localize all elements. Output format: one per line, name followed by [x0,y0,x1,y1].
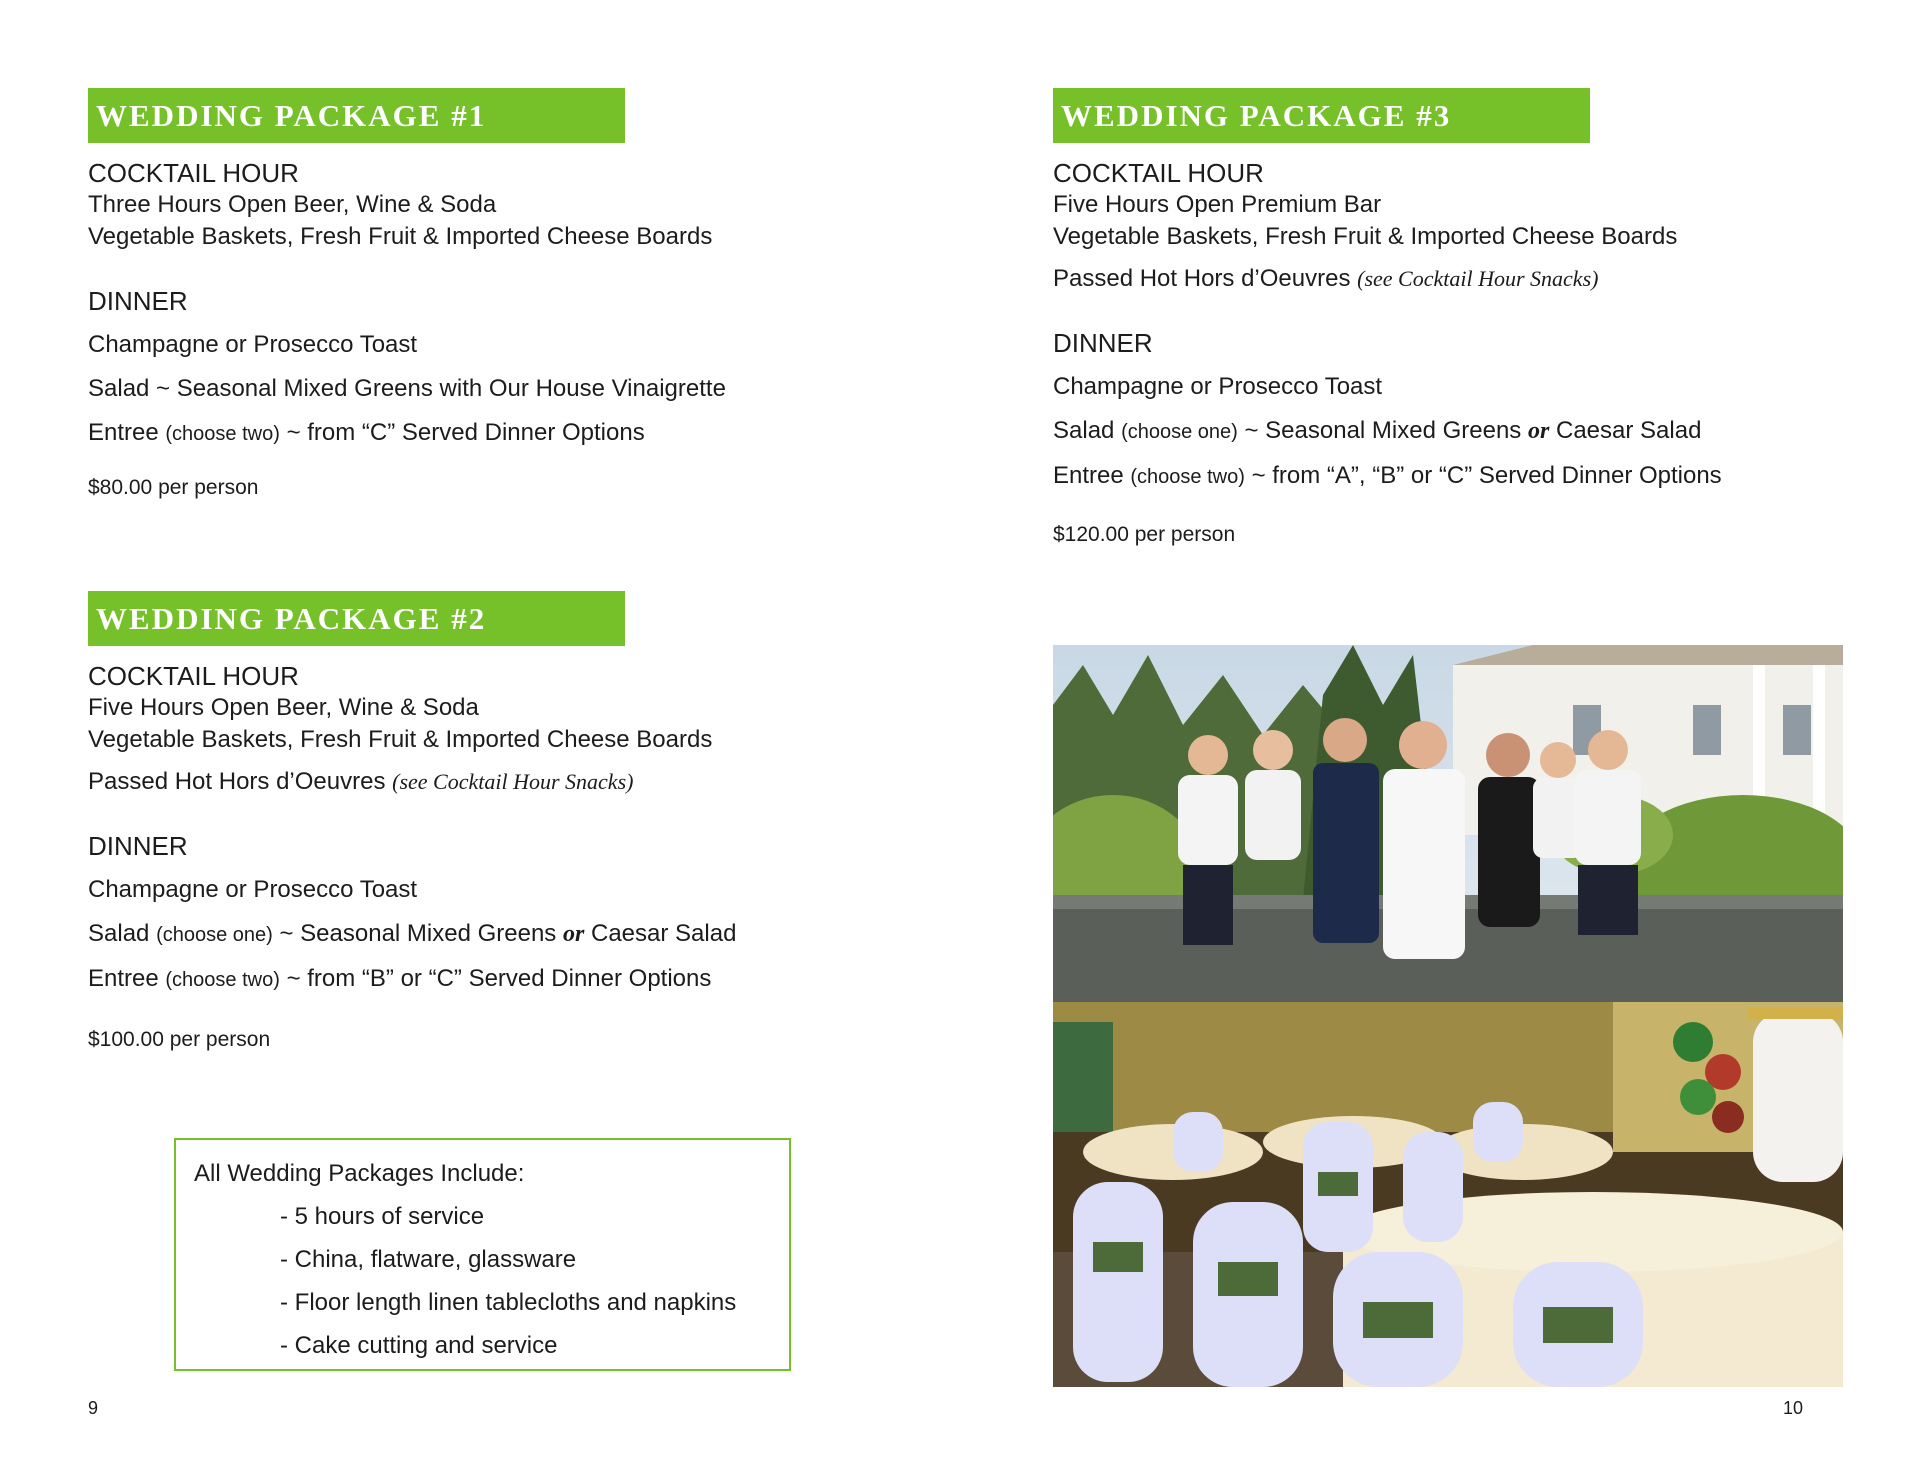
entree-line [1053,460,1773,493]
cocktail-line: Vegetable Baskets, Fresh Fruit & Imported Cheese Boards [88,223,713,250]
cocktail-heading: COCKTAIL HOUR [88,158,299,188]
includes-heading: All Wedding Packages Include: [194,1160,525,1187]
cocktail-heading: COCKTAIL HOUR [88,661,299,691]
staff-group-photo [1053,645,1843,1002]
salad-note: (choose one) [1121,421,1238,443]
entree-prefix: Entree [88,965,159,992]
entree-note: (choose two) [165,969,280,991]
entree-note: (choose two) [165,423,280,445]
salad-line [88,918,808,951]
entree-rest: ~ from “B” or “C” Served Dinner Options [286,965,712,992]
dinner-heading: DINNER [88,831,188,861]
salad-line: Salad ~ Seasonal Mixed Greens with Our House Vinaigrette [88,375,726,402]
passed-note: (see Cocktail Hour Snacks) [392,769,634,794]
includes-item: - 5 hours of service [280,1203,485,1230]
package-2 [88,591,808,1054]
toast-line: Champagne or Prosecco Toast [1053,373,1383,400]
entree-line [88,417,808,450]
cocktail-line: Five Hours Open Premium Bar [1053,191,1382,218]
salad-option-b: Caesar Salad [1556,417,1702,444]
cocktail-line: Vegetable Baskets, Fresh Fruit & Imported Cheese Boards [1053,223,1678,250]
package-price: $120.00 per person [1053,523,1236,546]
package-2-title: WEDDING PACKAGE #2 [88,591,625,646]
banquet-hall-photo [1053,1002,1843,1387]
salad-or: or [562,921,585,947]
page-number: 9 [88,1398,99,1418]
staff-group-image [1053,645,1843,1002]
entree-prefix: Entree [88,419,159,446]
salad-option-a: ~ Seasonal Mixed Greens [279,920,557,947]
package-1-title: WEDDING PACKAGE #1 [88,88,625,143]
cocktail-line: Vegetable Baskets, Fresh Fruit & Imported Cheese Boards [88,726,713,753]
package-1 [88,88,808,502]
entree-rest: ~ from “A”, “B” or “C” Served Dinner Options [1251,462,1722,489]
cocktail-line: Five Hours Open Beer, Wine & Soda [88,694,479,721]
passed-line [88,766,808,798]
salad-prefix: Salad [88,920,150,947]
salad-prefix: Salad [1053,417,1115,444]
package-3 [1053,88,1773,549]
passed-note: (see Cocktail Hour Snacks) [1357,266,1599,291]
package-3-title: WEDDING PACKAGE #3 [1053,88,1590,143]
cocktail-line: Three Hours Open Beer, Wine & Soda [88,191,497,218]
entree-line [88,963,808,996]
salad-option-a: ~ Seasonal Mixed Greens [1244,417,1522,444]
includes-item: - Cake cutting and service [280,1332,558,1359]
salad-line [1053,415,1773,448]
entree-prefix: Entree [1053,462,1124,489]
salad-option-b: Caesar Salad [591,920,737,947]
package-price: $100.00 per person [88,1028,271,1051]
includes-item: - Floor length linen tablecloths and napkins [280,1289,737,1316]
passed-text: Passed Hot Hors d’Oeuvres [88,768,386,795]
dinner-heading: DINNER [88,286,188,316]
includes-list [194,1195,771,1367]
includes-box [174,1138,791,1371]
passed-line [1053,263,1773,295]
package-price: $80.00 per person [88,476,259,499]
passed-text: Passed Hot Hors d’Oeuvres [1053,265,1351,292]
entree-rest: ~ from “C” Served Dinner Options [286,419,645,446]
cocktail-heading: COCKTAIL HOUR [1053,158,1264,188]
toast-line: Champagne or Prosecco Toast [88,331,418,358]
page-number: 10 [1782,1398,1803,1418]
entree-note: (choose two) [1130,466,1245,488]
salad-or: or [1527,418,1550,444]
toast-line: Champagne or Prosecco Toast [88,876,418,903]
banquet-hall-image [1053,1002,1843,1387]
includes-item: - China, flatware, glassware [280,1246,577,1273]
dinner-heading: DINNER [1053,328,1153,358]
salad-note: (choose one) [156,924,273,946]
